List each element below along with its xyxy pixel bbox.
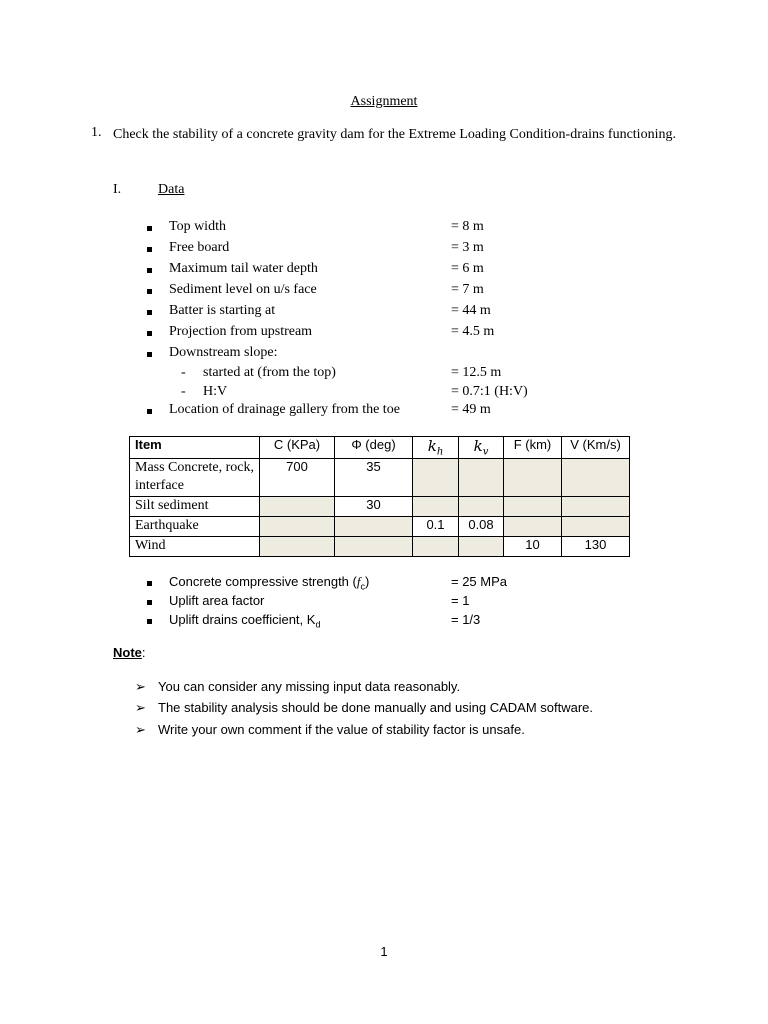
- cell-item: Wind: [130, 536, 260, 556]
- bullet-icon: [147, 600, 152, 605]
- item-label: Location of drainage gallery from the toe: [169, 402, 400, 417]
- cell-v: [562, 496, 630, 516]
- bullet-icon: [147, 409, 152, 414]
- cell-item: Earthquake: [130, 516, 260, 536]
- header-f: F (km): [504, 437, 562, 459]
- bullet-icon: [147, 331, 152, 336]
- cell-c: 700: [260, 458, 335, 496]
- item-label: Concrete compressive strength $(f_c)$: [169, 574, 370, 592]
- list-item: [0, 593, 768, 613]
- bullet-icon: [147, 619, 152, 624]
- cell-kv: 0.08: [459, 516, 504, 536]
- item-value: = 4.5 m: [451, 324, 495, 339]
- cell-kh: 0.1: [413, 516, 459, 536]
- cell-kv: [459, 536, 504, 556]
- cell-phi: [335, 536, 413, 556]
- bullet-icon: [147, 247, 152, 252]
- bullet-icon: [147, 289, 152, 294]
- cell-v: [562, 458, 630, 496]
- cell-kh: [413, 496, 459, 516]
- list-item: [0, 700, 768, 720]
- item-label: started at (from the top): [203, 365, 336, 380]
- item-label: The stability analysis should be done manually and using CADAM software.: [158, 700, 594, 715]
- item-value: = 49 m: [451, 402, 491, 417]
- cell-v: [562, 516, 630, 536]
- cell-f: 10: [504, 536, 562, 556]
- list-item: [0, 324, 768, 344]
- list-item: [0, 574, 768, 594]
- arrow-bullet-icon: ➢: [135, 700, 146, 715]
- page-number: 1: [380, 944, 388, 959]
- list-item: [0, 345, 768, 365]
- item-label: Downstream slope:: [169, 345, 278, 360]
- arrow-bullet-icon: ➢: [135, 679, 146, 694]
- header-c: C (KPa): [260, 437, 335, 459]
- cell-phi: 35: [335, 458, 413, 496]
- cell-kh: [413, 458, 459, 496]
- dash-icon: -: [181, 365, 186, 380]
- bullet-icon: [147, 310, 152, 315]
- item-value: = 7 m: [451, 282, 484, 297]
- sub-list-item: [0, 384, 768, 404]
- item-value: = 1/3: [451, 612, 481, 627]
- cell-kh: [413, 536, 459, 556]
- cell-v: 130: [562, 536, 630, 556]
- list-item: [0, 402, 768, 422]
- cell-phi: [335, 516, 413, 536]
- table-row: [130, 536, 630, 556]
- document-title: Assignment: [350, 94, 418, 109]
- item-value: = 0.7:1 (H:V): [451, 384, 528, 399]
- item-value: = 12.5 m: [451, 365, 502, 380]
- cell-kv: [459, 496, 504, 516]
- question-number: 1.: [91, 125, 102, 140]
- table-row: [130, 458, 630, 496]
- item-label: Uplift drains coefficient, $K_d$: [169, 612, 321, 630]
- item-value: = 3 m: [451, 240, 484, 255]
- section-title: Data: [158, 182, 185, 197]
- header-v: V (Km/s): [562, 437, 630, 459]
- bullet-icon: [147, 352, 152, 357]
- cell-c: [260, 536, 335, 556]
- list-item: [0, 722, 768, 742]
- cell-c: [260, 516, 335, 536]
- item-label: Write your own comment if the value of stability factor is unsafe.: [158, 722, 525, 737]
- item-value: = 1: [451, 593, 470, 608]
- sub-list-item: [0, 365, 768, 385]
- item-label: H:V: [203, 384, 228, 399]
- list-item: [0, 303, 768, 323]
- item-label: Top width: [169, 219, 226, 234]
- cell-item: Silt sediment: [130, 496, 260, 516]
- header-kh: $k_h$: [413, 437, 459, 459]
- question-text: Check the stability of a concrete gravity dam for the Extreme Loading Condition-drains functioning.: [113, 127, 676, 142]
- item-value: = 6 m: [451, 261, 484, 276]
- list-item: [0, 282, 768, 302]
- arrow-bullet-icon: ➢: [135, 722, 146, 737]
- bullet-icon: [147, 268, 152, 273]
- item-value: = 25 MPa: [451, 574, 508, 589]
- item-value: = 8 m: [451, 219, 484, 234]
- header-kv: $k_v$: [459, 437, 504, 459]
- cell-f: [504, 496, 562, 516]
- table-row: [130, 496, 630, 516]
- dash-icon: -: [181, 384, 186, 399]
- cell-kv: [459, 458, 504, 496]
- note-title: Note:: [113, 645, 146, 660]
- cell-c: [260, 496, 335, 516]
- list-item: [0, 612, 768, 632]
- table-row: [130, 516, 630, 536]
- cell-f: [504, 458, 562, 496]
- header-phi: Φ (deg): [335, 437, 413, 459]
- cell-phi: 30: [335, 496, 413, 516]
- section-number: I.: [113, 182, 122, 197]
- list-item: [0, 219, 768, 239]
- cell-item: Mass Concrete, rock, interface: [130, 458, 260, 496]
- item-label: Batter is starting at: [169, 303, 276, 318]
- list-item: [0, 679, 768, 699]
- item-label: Free board: [169, 240, 230, 255]
- item-label: Projection from upstream: [169, 324, 313, 339]
- list-item: [0, 261, 768, 281]
- item-label: Maximum tail water depth: [169, 261, 318, 276]
- bullet-icon: [147, 226, 152, 231]
- item-label: Uplift area factor: [169, 593, 265, 608]
- data-table: [129, 436, 630, 557]
- table-header-row: [130, 437, 630, 459]
- cell-f: [504, 516, 562, 536]
- list-item: [0, 240, 768, 260]
- header-item: Item: [130, 437, 260, 459]
- item-label: You can consider any missing input data reasonably.: [158, 679, 461, 694]
- item-label: Sediment level on u/s face: [169, 282, 317, 297]
- bullet-icon: [147, 581, 152, 586]
- item-value: = 44 m: [451, 303, 491, 318]
